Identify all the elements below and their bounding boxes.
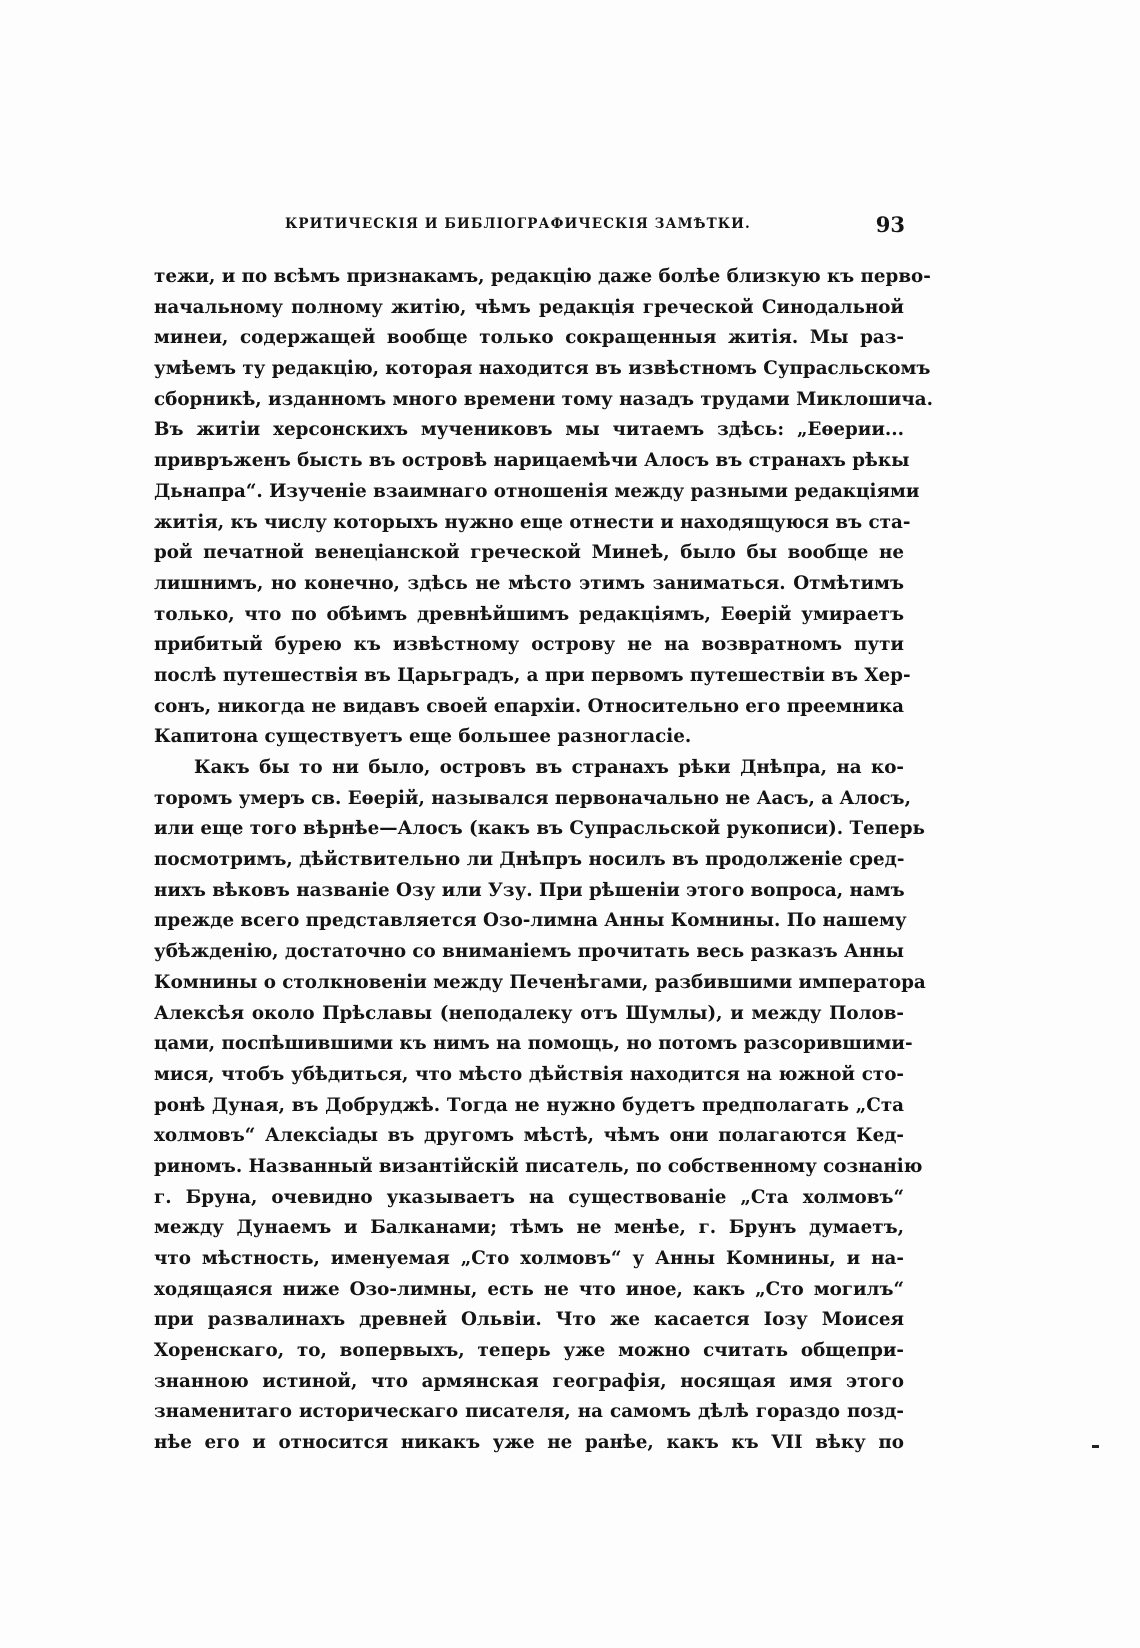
text-line: Въ житіи херсонскихъ мучениковъ мы читаемъ здѣсь: „Еѳерии... [154,419,904,441]
running-title: КРИТИЧЕСКІЯ И БИБЛІОГРАФИЧЕСКІЯ ЗАМѢТКИ. [285,216,751,232]
body-text [154,262,933,1459]
text-line: Дьнапра“. Изученіе взаимнаго отношенія между разными редакціями [154,480,920,502]
scan-mark [1092,1445,1099,1448]
text-line: ронѣ Дуная, въ Добруджѣ. Тогда не нужно будетъ предполагать „Ста [154,1094,904,1116]
text-line: нихъ вѣковъ названіе Озу или Узу. При рѣшеніи этого вопроса, намъ [154,879,905,901]
text-line: начальному полному житію, чѣмъ редакція греческой Синодальной [154,296,904,318]
text-line: риномъ. Названный византійскій писатель, по собственному сознанію [154,1155,923,1177]
text-line: убѣжденію, достаточно со вниманіемъ прочитать весь разказъ Анны [154,941,904,963]
text-line: тежи, и по всѣмъ признакамъ, редакцію даже болѣе близкую къ перво- [154,266,931,287]
text-line: знаменитаго историческаго писателя, на самомъ дѣлѣ гораздо позд- [154,1401,904,1423]
text-line: привръженъ бысть въ островѣ нарицаемѣчи Алосъ въ странахъ рѣкы [154,450,910,472]
text-line: что мѣстность, именуемая „Сто холмовъ“ у Анны Комнины, и на- [154,1248,904,1269]
text-line: прежде всего представляется Озо-лимна Анны Комнины. По нашему [154,910,907,932]
text-line: лишнимъ, но конечно, здѣсь не мѣсто этимъ заниматься. Отмѣтимъ [154,572,904,594]
text-line: торомъ умеръ св. Еѳерій, назывался первоначально не Аасъ, а Алосъ, [154,787,911,809]
text-line: Хоренскаго, то, вопервыхъ, теперь уже можно считать общепри- [154,1340,904,1362]
text-line: умѣемъ ту редакцію, которая находится въ извѣстномъ Супрасльскомъ [154,358,931,380]
text-line: посмотримъ, дѣйствительно ли Днѣпръ носилъ въ продолженіе сред- [154,849,905,871]
text-line: знанною истиной, что армянская географія, носящая имя этого [154,1370,904,1392]
text-line: минеи, содержащей вообще только сокращенныя житія. Мы раз- [154,327,904,349]
text-line: сборникѣ, изданномъ много времени тому назадъ трудами Миклошича. [154,388,933,410]
paragraph [154,262,933,753]
text-line: нѣе его и относится никакъ уже не ранѣе, какъ къ VII вѣку по [154,1432,904,1454]
text-line: или еще того вѣрнѣе—Алосъ (какъ въ Супрасльской рукописи). Теперь [154,818,925,840]
text-line: Алексѣя около Прѣславы (неподалеку отъ Шумлы), и между Полов- [154,1002,904,1024]
text-line: холмовъ“ Алексіады въ другомъ мѣстѣ, чѣмъ они полагаются Кед- [154,1125,904,1147]
text-line: сонъ, никогда не видавъ своей епархіи. Относительно его преемника [154,695,904,717]
text-line: Комнины о столкновеніи между Печенѣгами, разбившими императора [154,971,926,993]
text-line: Какъ бы то ни было, островъ въ странахъ рѣки Днѣпра, на ко- [194,757,904,778]
text-line: цами, поспѣшившими къ нимъ на помощь, но потомъ разсорившими- [154,1033,913,1055]
text-line: мися, чтобъ убѣдиться, что мѣсто дѣйствія находится на южной сто- [154,1063,904,1085]
text-line: ходящаяся ниже Озо-лимны, есть не что иное, какъ „Сто могилъ“ [154,1278,904,1300]
page-number: 93 [875,212,905,237]
text-line: г. Бруна, очевидно указываетъ на существованіе „Ста холмовъ“ [154,1186,904,1208]
page-header [285,212,905,242]
paragraph [154,753,926,1459]
text-line: при развалинахъ древней Ольвіи. Что же касается Іозу Моисея [154,1309,904,1331]
text-line: Капитона существуетъ еще большее разногласіе. [154,726,692,748]
text-line: между Дунаемъ и Балканами; тѣмъ не менѣе, г. Брунъ думаетъ, [154,1217,904,1239]
text-line: только, что по обѣимъ древнѣйшимъ редакціямъ, Еѳерій умираетъ [154,603,904,625]
text-line: прибитый бурею къ извѣстному острову не на возвратномъ пути [154,634,904,656]
text-line: послѣ путешествія въ Царьградъ, а при первомъ путешествіи въ Хер- [154,664,911,686]
text-line: рой печатной венеціанской греческой Минеѣ, было бы вообще не [154,542,904,564]
text-line: житія, къ числу которыхъ нужно еще отнести и находящуюся въ ста- [154,511,911,533]
